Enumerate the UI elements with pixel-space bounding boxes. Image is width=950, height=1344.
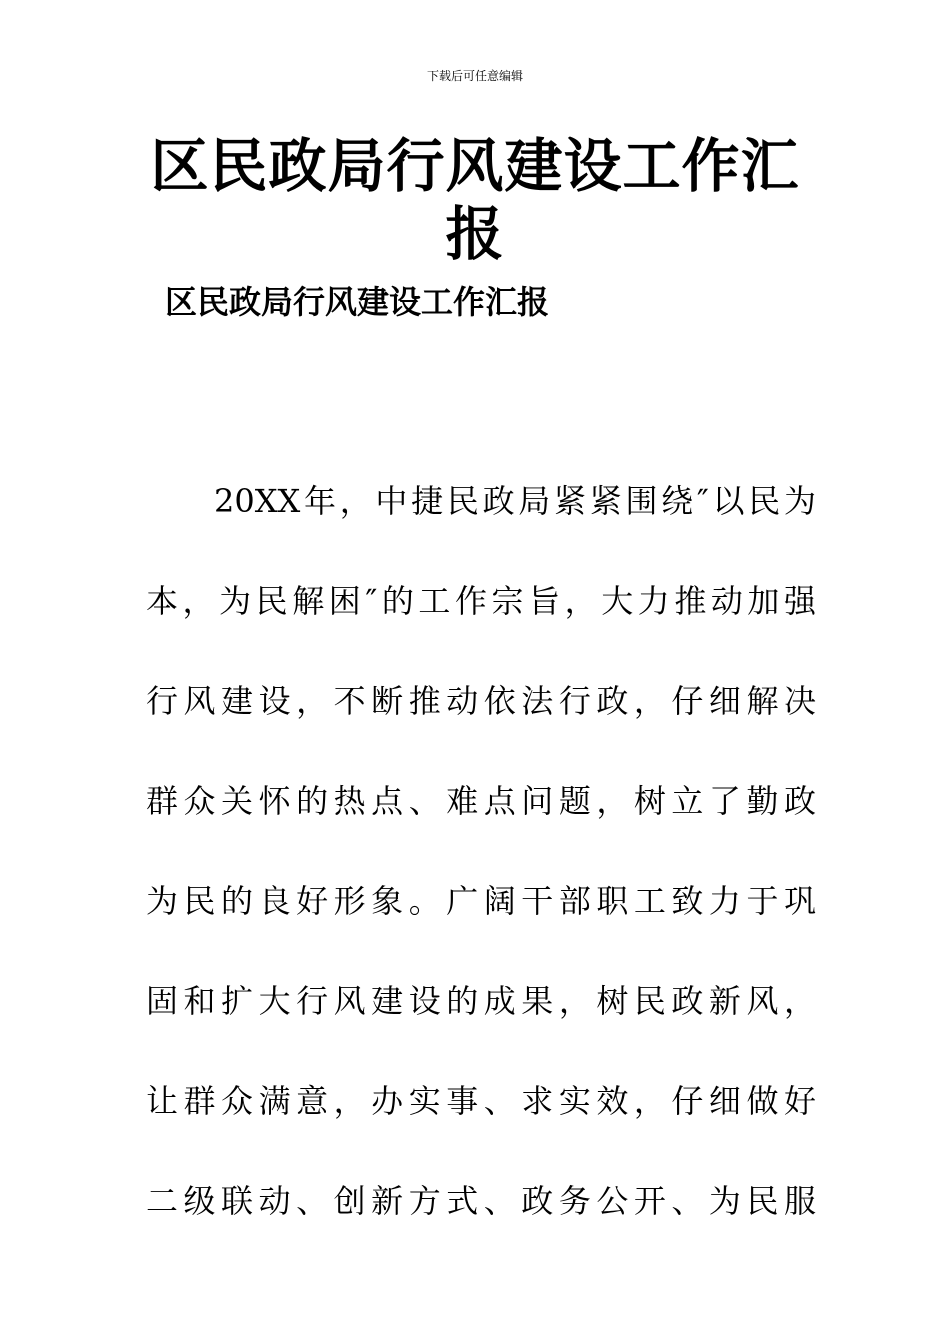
body-line: 为民的良好形象。广阔干部职工致力于巩 [146,882,816,920]
body-line: 二级联动、创新方式、政务公开、为民服 [146,1182,816,1220]
document-title: 区民政局行风建设工作汇报 [150,132,800,268]
body-line: 行风建设，不断推动依法行政，仔细解决 [146,682,816,720]
body-line: 20XX年，中捷民政局紧紧围绕″以民为 [214,482,816,520]
body-line: 固和扩大行风建设的成果，树民政新风， [146,982,816,1020]
document-subtitle: 区民政局行风建设工作汇报 [165,283,550,321]
body-line: 群众关怀的热点、难点问题，树立了勤政 [146,782,816,820]
body-line: 本，为民解困″的工作宗旨，大力推动加强 [146,582,816,620]
header-note: 下载后可任意编辑 [426,69,523,83]
body-text [146,476,816,1276]
body-line: 让群众满意，办实事、求实效，仔细做好 [146,1082,816,1120]
